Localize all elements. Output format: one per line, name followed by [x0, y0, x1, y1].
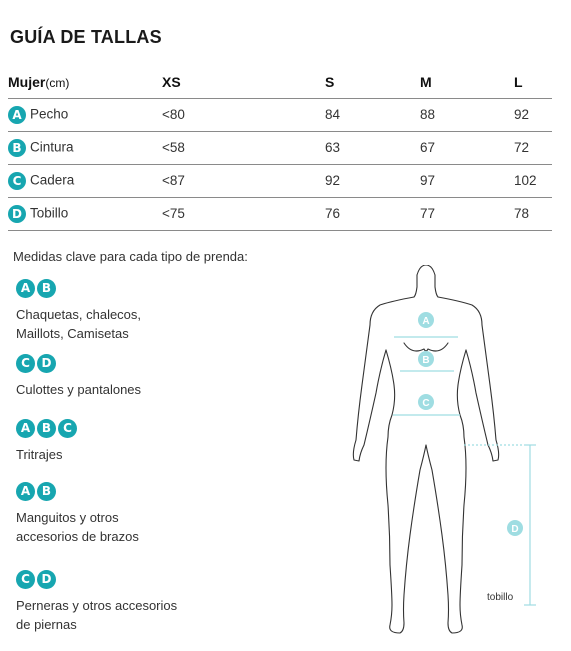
measure-badge: B: [8, 139, 26, 157]
garment-group: [16, 279, 141, 343]
measure-badge: A: [16, 482, 35, 501]
table-header-size: M: [420, 73, 432, 90]
garment-badges: [16, 482, 139, 504]
table-row: [8, 164, 552, 197]
measure-badge: B: [37, 279, 56, 298]
garment-description: Culottes y pantalones: [16, 382, 142, 397]
measure-badge: A: [16, 279, 35, 298]
garment-description: Chaquetas, chalecos, Maillots, Camisetas: [16, 307, 142, 341]
garment-description: Tritrajes: [16, 447, 63, 462]
size-value-cell: 77: [420, 206, 436, 221]
size-value-cell: 97: [420, 173, 436, 188]
size-value-cell: 84: [325, 107, 341, 122]
figure-markers: [418, 312, 523, 536]
page-title: GUÍA DE TALLAS: [10, 27, 162, 47]
table-row: [8, 131, 552, 164]
measure-label-cell: [8, 197, 162, 230]
figure-marker-a: A: [422, 316, 430, 327]
size-table: [8, 66, 552, 231]
garment-description: Perneras y otros accesorios de piernas: [16, 598, 178, 632]
size-value-cell: 92: [325, 173, 341, 188]
garment-description: Manguitos y otros accesorios de brazos: [16, 510, 139, 544]
measure-badge: C: [58, 419, 77, 438]
garment-group: [16, 419, 79, 464]
measure-badge: C: [8, 172, 26, 190]
size-value-cell: <87: [162, 173, 185, 188]
size-value-cell: <58: [162, 140, 185, 155]
measure-badge: B: [37, 482, 56, 501]
garment-group: [16, 570, 177, 634]
body-figure: [340, 265, 555, 650]
size-value-cell: 72: [514, 140, 530, 155]
garment-group: [16, 482, 139, 546]
table-header-size: XS: [162, 73, 181, 90]
figure-marker-b: B: [422, 355, 430, 366]
table-header-size: S: [325, 73, 335, 90]
measure-badge: D: [37, 570, 56, 589]
measure-badge: A: [8, 106, 26, 124]
table-header-row: [8, 66, 552, 98]
table-header-gender: [8, 66, 162, 98]
figure-marker-c: C: [422, 398, 430, 409]
size-value-cell: 63: [325, 140, 341, 155]
measure-label: Cintura: [30, 139, 74, 155]
measure-label: Cadera: [30, 172, 75, 188]
table-header-size: L: [514, 73, 523, 90]
garment-badges: [16, 570, 177, 592]
figure-marker-d: D: [511, 524, 519, 535]
garment-badges: [16, 354, 141, 376]
measure-badge: C: [16, 354, 35, 373]
body-silhouette-icon: [340, 265, 555, 645]
garment-group: [16, 354, 141, 399]
measure-label-cell: [8, 164, 162, 197]
measure-badge: B: [37, 419, 56, 438]
size-value-cell: <75: [162, 206, 185, 221]
header-unit: (cm): [45, 75, 70, 90]
measure-badge: D: [37, 354, 56, 373]
size-value-cell: 78: [514, 206, 530, 221]
size-value-cell: 76: [325, 206, 341, 221]
size-value-cell: <80: [162, 107, 185, 122]
size-value-cell: 67: [420, 140, 436, 155]
measure-label: Pecho: [30, 106, 69, 122]
measure-label: Tobillo: [30, 205, 69, 221]
measure-badge: D: [8, 205, 26, 223]
garment-badges: [16, 419, 79, 441]
header-label: Mujer: [8, 73, 46, 90]
ankle-label: tobillo: [487, 592, 514, 603]
key-measures-intro: Medidas clave para cada tipo de prenda:: [13, 249, 248, 264]
measure-label-cell: [8, 98, 162, 131]
size-value-cell: 102: [514, 173, 537, 188]
measure-badge: A: [16, 419, 35, 438]
measure-label-cell: [8, 131, 162, 164]
table-row: [8, 98, 552, 131]
size-value-cell: 88: [420, 107, 436, 122]
garment-badges: [16, 279, 141, 301]
measure-badge: C: [16, 570, 35, 589]
size-value-cell: 92: [514, 107, 530, 122]
table-row: [8, 197, 552, 230]
